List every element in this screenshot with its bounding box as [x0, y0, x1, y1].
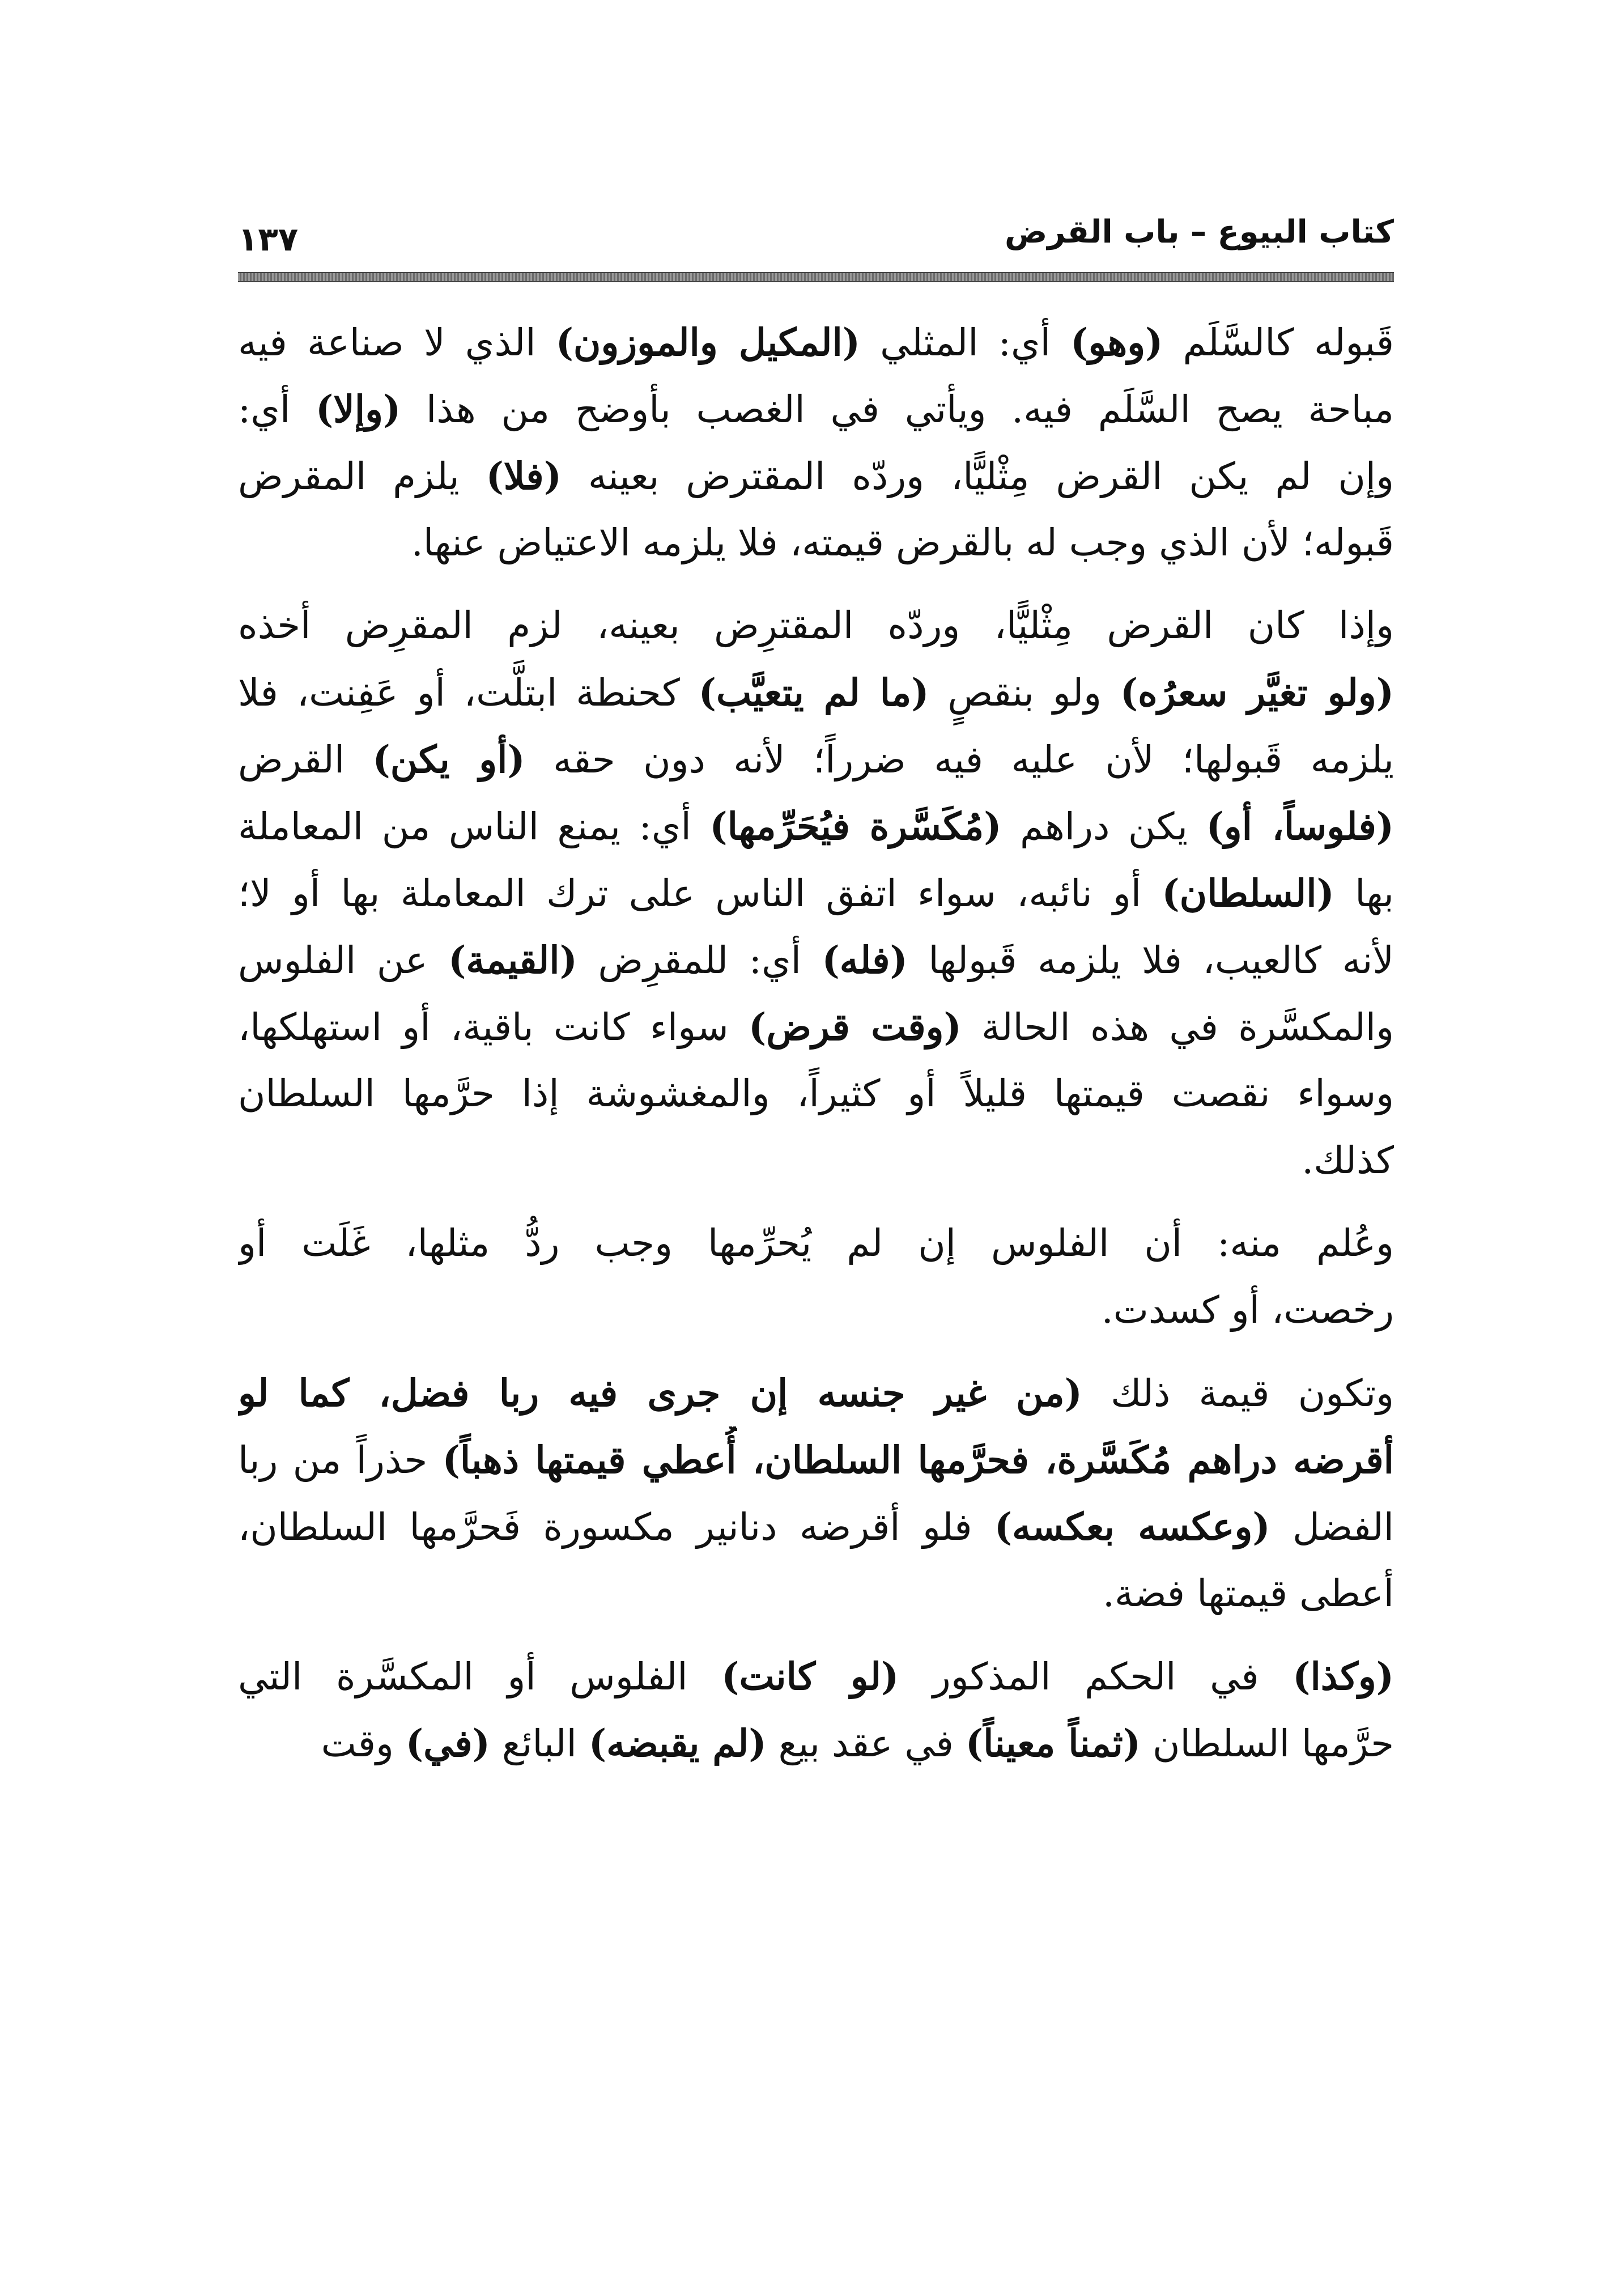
text-line [238, 1127, 1394, 1194]
text-line [238, 592, 1394, 659]
bold-text-segment: (من غير جنسه إن جرى فيه ربا فضل، كما لو [238, 1371, 1082, 1415]
text-line [238, 1426, 1394, 1493]
bold-text-segment: (السلطان) [1162, 871, 1334, 915]
text-line [238, 1210, 1394, 1277]
text-segment: وعُلم منه: أن الفلوس إن لم يُحرِّمها وجب ردُّ مثلها، غَلَت أو [238, 1221, 1394, 1265]
paragraph-gap [238, 1194, 1394, 1210]
text-line [238, 1560, 1394, 1627]
text-segment: يلزمه قَبولها؛ لأن عليه فيه ضرراً؛ لأنه دون حقه [525, 738, 1394, 782]
bold-text-segment: (وكذا) [1293, 1654, 1394, 1698]
bold-text-segment: (في) [405, 1721, 490, 1765]
text-line [238, 1643, 1394, 1710]
header-rule [238, 272, 1394, 282]
bold-text-segment: (القيمة) [448, 938, 577, 982]
text-segment: سواء كانت باقية، أو استهلكها، [238, 1005, 749, 1049]
text-line [238, 927, 1394, 993]
bold-text-segment: (وإلا) [315, 387, 401, 431]
paragraph [238, 1210, 1394, 1344]
text-segment: وسواء نقصت قيمتها قليلاً أو كثيراً، والمغشوشة إذا حرَّمها السلطان [238, 1072, 1394, 1115]
text-segment: لأنه كالعيب، فلا يلزمه قَبولها [907, 939, 1394, 982]
text-line [238, 309, 1394, 376]
text-segment: ولو بنقصٍ [929, 671, 1120, 715]
text-segment: في عقد بيع [766, 1722, 966, 1765]
paragraph [238, 1360, 1394, 1627]
text-segment: والمكسَّرة في هذه الحالة [961, 1005, 1394, 1049]
bold-text-segment: (لو كانت) [721, 1654, 899, 1698]
text-line [238, 443, 1394, 509]
text-segment: أي: يمنع الناس من المعاملة [238, 805, 710, 848]
bold-text-segment: أقرضه دراهم مُكَسَّرة، فحرَّمها السلطان، أُعطي قيمتها ذهباً) [442, 1438, 1394, 1482]
bold-text-segment: (وقت قرض) [748, 1005, 962, 1049]
text-line [238, 1360, 1394, 1426]
text-segment: الفلوس أو المكسَّرة التي [238, 1655, 722, 1698]
bold-text-segment: (فله) [822, 938, 908, 982]
text-segment: حذراً من ربا [238, 1438, 443, 1482]
bold-text-segment: (ثمناً معيناً) [965, 1721, 1141, 1765]
text-segment: أو نائبه، سواء اتفق الناس على ترك المعاملة بها أو لا؛ [238, 872, 1162, 915]
text-segment: في الحكم المذكور [899, 1655, 1293, 1698]
text-segment: القرض [238, 738, 373, 782]
paragraph-gap [238, 1627, 1394, 1643]
bold-text-segment: (فلوساً، أو) [1206, 804, 1394, 848]
text-segment: وإن لم يكن القرض مِثْليًّا، وردّه المقترض بعينه [561, 455, 1394, 498]
text-line [238, 376, 1394, 443]
text-segment: بها [1334, 872, 1394, 915]
paragraph-gap [238, 1344, 1394, 1360]
text-segment: أعطى قيمتها فضة. [1102, 1572, 1394, 1615]
page-header [238, 210, 1394, 266]
text-segment: أي: للمقرِض [577, 939, 822, 982]
text-line [238, 1060, 1394, 1127]
paragraph [238, 1643, 1394, 1777]
page-number: ١٣٧ [238, 220, 299, 258]
body-text [238, 309, 1394, 1777]
text-segment: يكن دراهم [1001, 805, 1206, 848]
text-line [238, 993, 1394, 1060]
text-segment: الذي لا صناعة فيه [238, 321, 556, 364]
bold-text-segment: (ولو تغيَّر سعرُه) [1120, 670, 1394, 715]
text-segment: البائع [490, 1722, 589, 1765]
text-segment: فلو أقرضه دنانير مكسورة فَحرَّمها السلطان، [238, 1505, 994, 1549]
text-segment: رخصت، أو كسدت. [1101, 1288, 1394, 1332]
text-line [238, 793, 1394, 860]
text-segment: حرَّمها السلطان [1141, 1722, 1394, 1765]
paragraph [238, 592, 1394, 1194]
text-line [238, 1710, 1394, 1777]
text-segment: أي: [238, 388, 316, 431]
text-line [238, 659, 1394, 726]
text-segment: مباحة يصح السَّلَم فيه. ويأتي في الغصب بأوضح من هذا [401, 388, 1394, 431]
text-line [238, 1493, 1394, 1560]
bold-text-segment: (مُكَسَّرة فيُحَرِّمها) [709, 804, 1002, 848]
bold-text-segment: (أو يكن) [372, 737, 525, 782]
text-segment: كذلك. [1302, 1139, 1394, 1182]
text-segment: يلزم المقرض [238, 455, 486, 498]
text-segment: قَبوله؛ لأن الذي وجب له بالقرض قيمته، فلا يلزمه الاعتياض عنها. [411, 521, 1394, 564]
text-line [238, 860, 1394, 927]
text-segment: أي: المثلي [860, 321, 1071, 364]
running-header-title: كتاب البيوع – باب القرض [1004, 214, 1394, 250]
bold-text-segment: (فلا) [486, 454, 562, 498]
text-segment: عن الفلوس [238, 939, 449, 982]
text-line [238, 726, 1394, 793]
text-segment: وإذا كان القرض مِثْليًّا، وردّه المقترِض بعينه، لزم المقرِض أخذه [238, 604, 1394, 647]
bold-text-segment: (المكيل والموزون) [555, 320, 861, 364]
text-segment: قَبوله كالسَّلَم [1163, 321, 1394, 364]
bold-text-segment: (ما لم يتعيَّب) [698, 670, 929, 715]
paragraph-gap [238, 576, 1394, 592]
bold-text-segment: (لم يقبضه) [588, 1721, 767, 1765]
text-line [238, 1277, 1394, 1344]
paragraph [238, 309, 1394, 576]
bold-text-segment: (وهو) [1070, 320, 1163, 364]
text-segment: الفضل [1270, 1505, 1394, 1549]
text-line [238, 509, 1394, 576]
bold-text-segment: (وعكسه بعكسه) [994, 1505, 1270, 1549]
text-segment: كحنطة ابتلَّت، أو عَفِنت، فلا [238, 671, 699, 715]
text-segment: وتكون قيمة ذلك [1082, 1371, 1394, 1415]
text-segment: وقت [321, 1722, 406, 1765]
